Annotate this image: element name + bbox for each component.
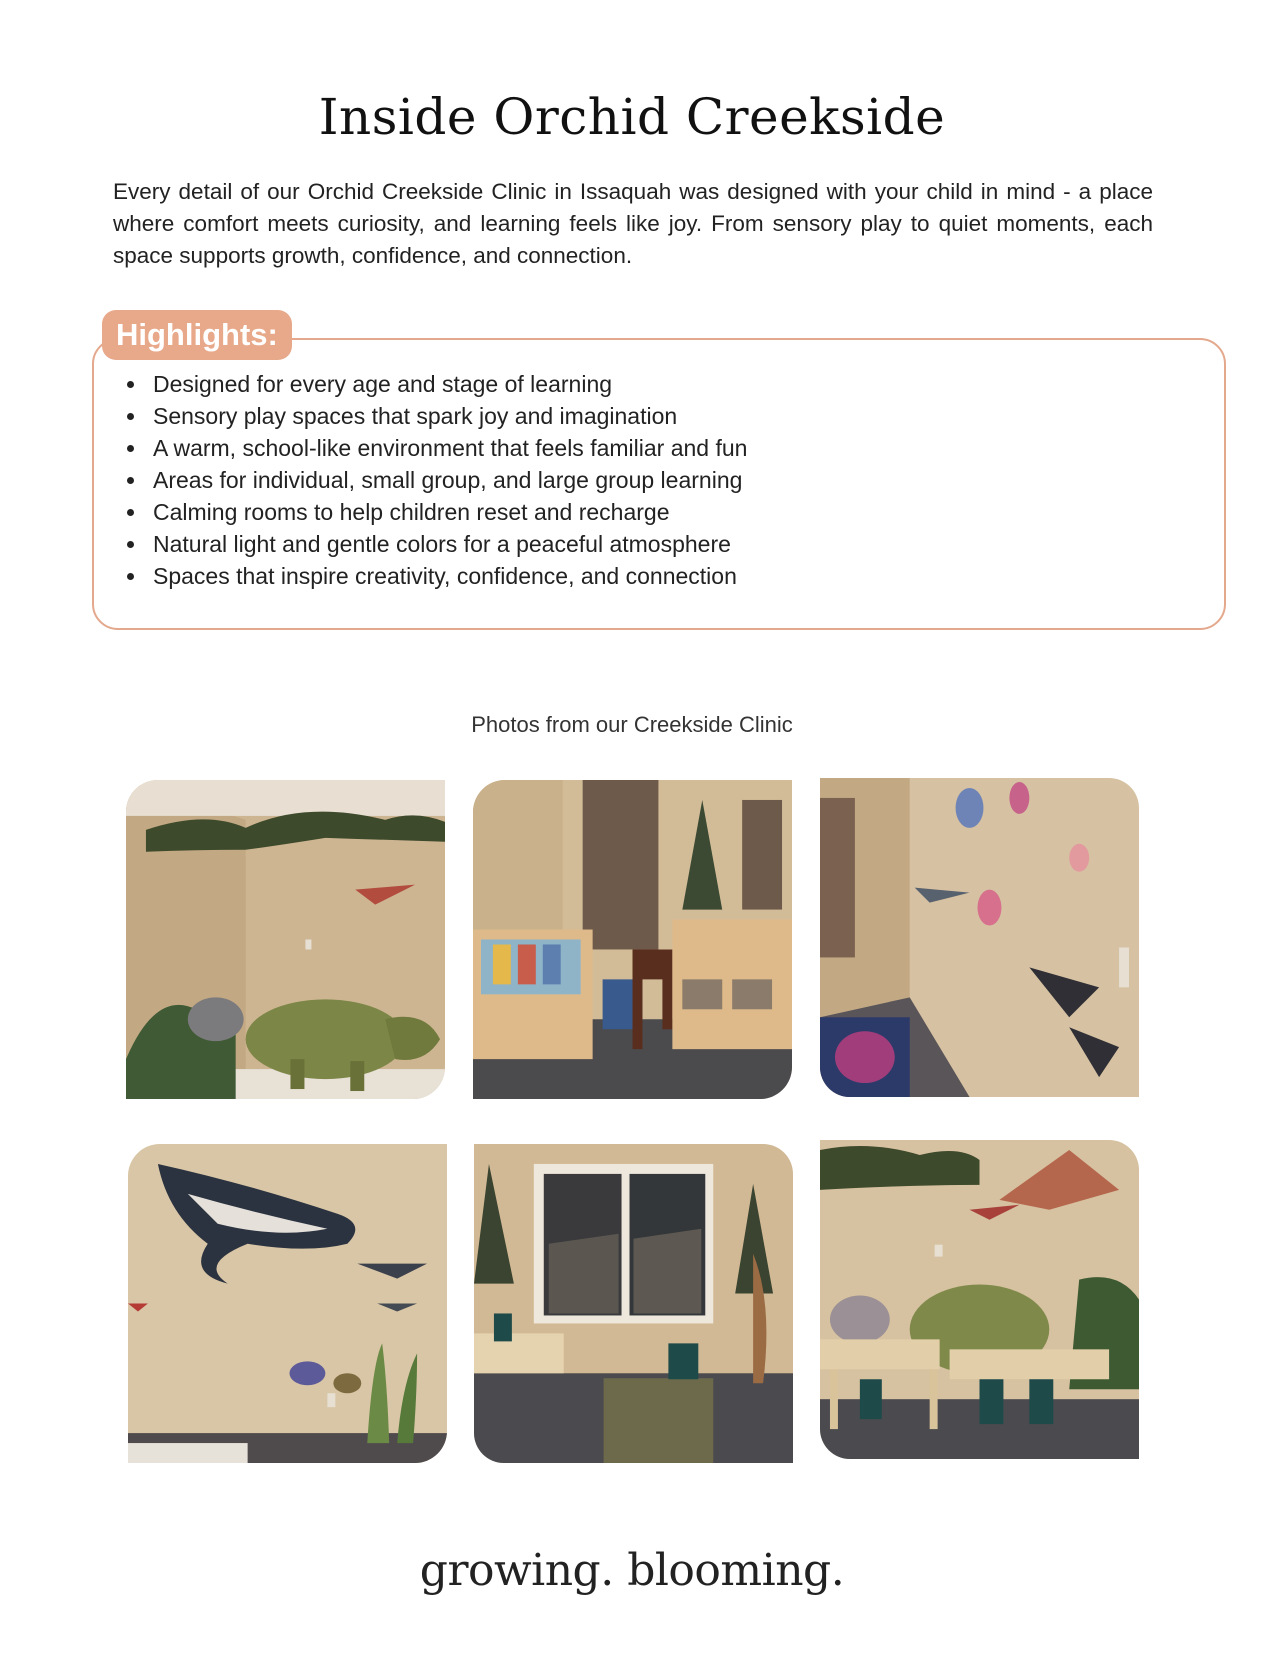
highlights-label: Highlights: — [102, 310, 292, 360]
photo-table-room — [820, 1140, 1139, 1459]
photos-caption: Photos from our Creekside Clinic — [471, 712, 793, 737]
page-title: Inside Orchid Creekside — [318, 88, 946, 146]
photo-whale-wall — [128, 1144, 447, 1463]
photo-window-room — [474, 1144, 793, 1463]
list-item: Spaces that inspire creativity, confidence, and connection — [125, 560, 747, 592]
photo-reading-corner — [473, 780, 792, 1099]
list-item: Designed for every age and stage of learning — [125, 368, 747, 400]
list-item: Calming rooms to help children reset and recharge — [125, 496, 747, 528]
list-item: Areas for individual, small group, and large group learning — [125, 464, 747, 496]
intro-paragraph: Every detail of our Orchid Creekside Clinic in Issaquah was designed with your child in mind - a place where comfort meets curiosity, and learning feels like joy. From sensory play to quiet moments, each space supports growth, confidence, and connection. — [113, 179, 1153, 268]
list-item: A warm, school-like environment that feels familiar and fun — [125, 432, 747, 464]
highlights-list — [125, 368, 747, 592]
list-item: Sensory play spaces that spark joy and imagination — [125, 400, 747, 432]
footer-tagline: growing. blooming. — [419, 1545, 845, 1596]
list-item: Natural light and gentle colors for a peaceful atmosphere — [125, 528, 747, 560]
photo-ocean-room — [820, 778, 1139, 1097]
photo-dinosaur-room — [126, 780, 445, 1099]
